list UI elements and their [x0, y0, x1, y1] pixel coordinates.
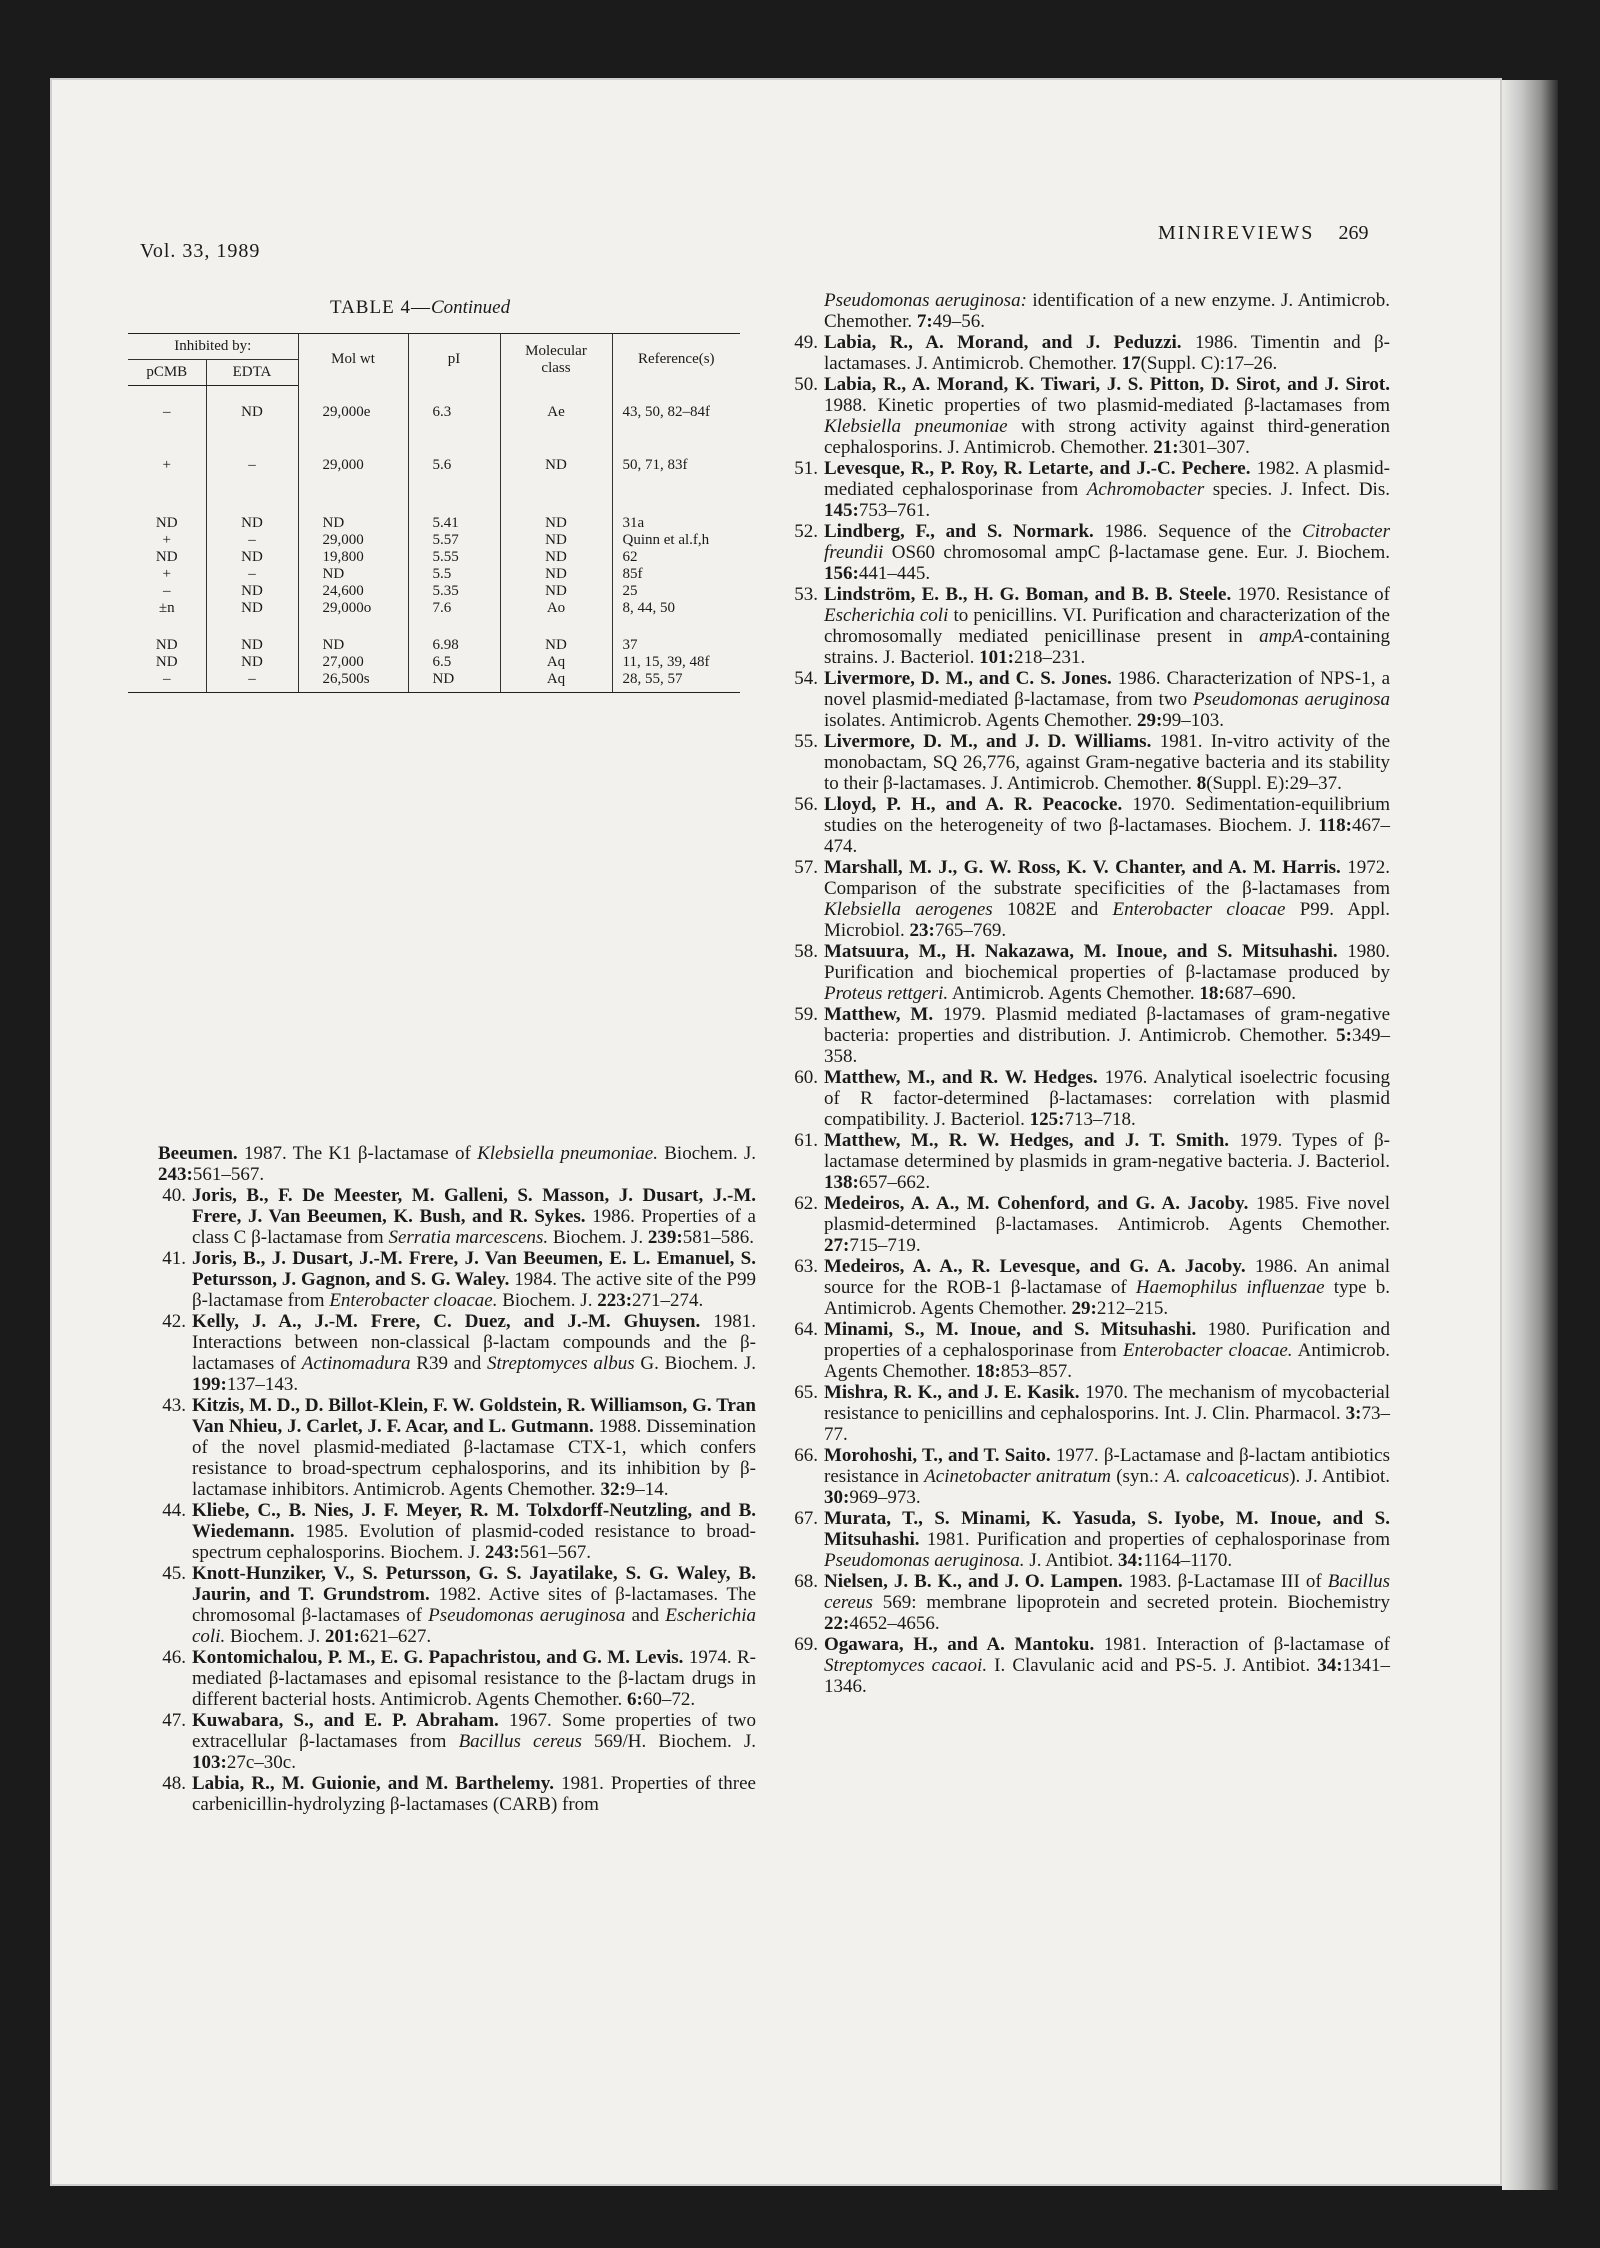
table-row: – ND 24,600 5.35 ND 25: [128, 583, 740, 600]
reference-48: 48. Labia, R., M. Guionie, and M. Barthelemy. 1981. Properties of three carbenicillin-hydrolyzing β-lactamases (CARB) from: [162, 1773, 756, 1815]
reference-63: 63. Medeiros, A. A., R. Levesque, and G. A. Jacoby. 1986. An animal source for the ROB-1 β-lactamase of Haemophilus influenzae type b. Antimicrob. Agents Chemother. 29:212–215.: [794, 1256, 1390, 1319]
reference-41: 41. Joris, B., J. Dusart, J.-M. Frere, J. Van Beeumen, E. L. Emanuel, S. Petursson, J. Gagnon, and S. G. Waley. 1984. The active site of the P99 β-lactamase from Enterobacter cloacae. Biochem. J. 223:271–274.: [162, 1248, 756, 1311]
table-row: ND ND ND 6.98 ND 37: [128, 617, 740, 654]
running-header: [1158, 222, 1368, 245]
header-molecular-class: Molecular class: [500, 334, 612, 386]
journal-volume: Vol. 33, 1989: [140, 240, 261, 262]
reference-list-left: [158, 1143, 756, 1815]
header-pi: pI: [408, 334, 500, 386]
reference-43: 43. Kitzis, M. D., D. Billot-Klein, F. W. Goldstein, R. Williamson, G. Tran Van Nhieu, J. Carlet, J. F. Acar, and L. Gutmann. 1988. Dissemination of the novel plasmid-mediated β-lactamase CTX-1, which confers resistance to broad-spectrum cephalosporins, and its inhibition by β-lactamase inhibitors. Antimicrob. Agents Chemother. 32:9–14.: [162, 1395, 756, 1500]
reference-47: 47. Kuwabara, S., and E. P. Abraham. 1967. Some properties of two extracellular β-lactamases from Bacillus cereus 569/H. Biochem. J. 103:27c–30c.: [162, 1710, 757, 1773]
table-row: + – 29,000 5.6 ND 50, 71, 83f: [128, 421, 740, 477]
reference-66: 66. Morohoshi, T., and T. Saito. 1977. β-Lactamase and β-lactam antibiotics resistance in Acinetobacter anitratum (syn.: A. calcoaceticus). J. Antibiot. 30:969–973.: [794, 1445, 1390, 1508]
reference-54: 54. Livermore, D. M., and C. S. Jones. 1986. Characterization of NPS-1, a novel plasmid-mediated β-lactamase, from two Pseudomonas aeruginosa isolates. Antimicrob. Agents Chemother. 29:99–103.: [794, 668, 1391, 731]
reference-55: 55. Livermore, D. M., and J. D. Williams. 1981. In-vitro activity of the monobactam, SQ 26,776, against Gram-negative bacteria and its stability to their β-lactamases. J. Antimicrob. Chemother. 8(Suppl. E):29–37.: [794, 731, 1391, 794]
data-table: [128, 333, 740, 693]
reference-51: 51. Levesque, R., P. Roy, R. Letarte, and J.-C. Pechere. 1982. A plasmid-mediated cephalosporinase from Achromobacter species. J. Infect. Dis. 145:753–761.: [794, 458, 1391, 521]
table-row: ND ND 19,800 5.55 ND 62: [128, 549, 740, 566]
reference-continuation: Pseudomonas aeruginosa: identification of a new enzyme. J. Antimicrob. Chemother. 7:49–56.: [824, 290, 1390, 332]
reference-60: 60. Matthew, M., and R. W. Hedges. 1976. Analytical isoelectric focusing of R factor-determined β-lactamases: correlation with plasmid compatibility. J. Bacteriol. 125:713–718.: [794, 1067, 1390, 1130]
reference-69: 69. Ogawara, H., and A. Mantoku. 1981. Interaction of β-lactamase of Streptomyces cacaoi. I. Clavulanic acid and PS-5. J. Antibiot. 34:1341–1346.: [794, 1634, 1391, 1697]
table-row: + – 29,000 5.57 ND Quinn et al.f,h: [128, 532, 740, 549]
reference-continuation: Beeumen. 1987. The K1 β-lactamase of Klebsiella pneumoniae. Biochem. J. 243:561–567.: [158, 1143, 756, 1185]
header-inhibited-by: Inhibited by:: [128, 334, 298, 360]
table-row: + – ND 5.5 ND 85f: [128, 566, 740, 583]
header-edta: EDTA: [206, 360, 298, 386]
reference-65: 65. Mishra, R. K., and J. E. Kasik. 1970. The mechanism of mycobacterial resistance to penicillins and cephalosporins. Int. J. Clin. Pharmacol. 3:73–77.: [794, 1382, 1390, 1445]
reference-57: 57. Marshall, M. J., G. W. Ross, K. V. Chanter, and A. M. Harris. 1972. Comparison of the substrate specificities of the β-lactamases from Klebsiella aerogenes 1082E and Enterobacter cloacae P99. Appl. Microbiol. 23:765–769.: [794, 857, 1391, 941]
reference-53: 53. Lindström, E. B., H. G. Boman, and B. B. Steele. 1970. Resistance of Escherichia coli to penicillins. VI. Purification and characterization of the chromosomally mediated penicillinase present in ampA-containing strains. J. Bacteriol. 101:218–231.: [794, 584, 1390, 668]
reference-50: 50. Labia, R., A. Morand, K. Tiwari, J. S. Pitton, D. Sirot, and J. Sirot. 1988. Kinetic properties of two plasmid-mediated β-lactamases from Klebsiella pneumoniae with strong activity against third-generation cephalosporins. J. Antimicrob. Chemother. 21:301–307.: [794, 374, 1390, 458]
reference-67: 67. Murata, T., S. Minami, K. Yasuda, S. Iyobe, M. Inoue, and S. Mitsuhashi. 1981. Purification and properties of cephalosporinase from Pseudomonas aeruginosa. J. Antibiot. 34:1164–1170.: [794, 1508, 1390, 1571]
reference-42: 42. Kelly, J. A., J.-M. Frere, C. Duez, and J.-M. Ghuysen. 1981. Interactions between non-classical β-lactam compounds and the β-lactamases of Actinomadura R39 and Streptomyces albus G. Biochem. J. 199:137–143.: [162, 1311, 757, 1395]
reference-56: 56. Lloyd, P. H., and A. R. Peacocke. 1970. Sedimentation-equilibrium studies on the heterogeneity of two β-lactamases. Biochem. J. 118:467–474.: [794, 794, 1390, 857]
reference-list-right: [790, 290, 1390, 1697]
reference-62: 62. Medeiros, A. A., M. Cohenford, and G. A. Jacoby. 1985. Five novel plasmid-determined β-lactamases. Antimicrob. Agents Chemother. 27:715–719.: [794, 1193, 1390, 1256]
reference-61: 61. Matthew, M., R. W. Hedges, and J. T. Smith. 1979. Types of β-lactamase determined by plasmids in gram-negative bacteria. J. Bacteriol. 138:657–662.: [794, 1130, 1390, 1193]
reference-52: 52. Lindberg, F., and S. Normark. 1986. Sequence of the Citrobacter freundii OS60 chromosomal ampC β-lactamase gene. Eur. J. Biochem. 156:441–445.: [794, 521, 1391, 584]
reference-58: 58. Matsuura, M., H. Nakazawa, M. Inoue, and S. Mitsuhashi. 1980. Purification and biochemical properties of β-lactamase produced by Proteus rettgeri. Antimicrob. Agents Chemother. 18:687–690.: [794, 941, 1391, 1004]
reference-49: 49. Labia, R., A. Morand, and J. Peduzzi. 1986. Timentin and β-lactamases. J. Antimicrob. Chemother. 17(Suppl. C):17–26.: [794, 332, 1390, 374]
table-row: ±n ND 29,000o 7.6 Ao 8, 44, 50: [128, 600, 740, 617]
header-pcmb: pCMB: [128, 360, 206, 386]
reference-45: 45. Knott-Hunziker, V., S. Petursson, G. S. Jayatilake, S. G. Waley, B. Jaurin, and T. Grundstrom. 1982. Active sites of β-lactamases. The chromosomal β-lactamases of Pseudomonas aeruginosa and Escherichia coli. Biochem. J. 201:621–627.: [162, 1563, 757, 1647]
table-row: – ND 29,000e 6.3 Ae 43, 50, 82–84f: [128, 386, 740, 422]
header-references: Reference(s): [612, 334, 740, 386]
table-row: ND ND 27,000 6.5 Aq 11, 15, 39, 48f: [128, 654, 740, 671]
header-mol-wt: Mol wt: [298, 334, 408, 386]
table-row: – – 26,500s ND Aq 28, 55, 57: [128, 671, 740, 693]
table-title: TABLE 4—Continued: [330, 297, 511, 318]
reference-59: 59. Matthew, M. 1979. Plasmid mediated β-lactamases of gram-negative bacteria: properties and distribution. J. Antimicrob. Chemother. 5:349–358.: [794, 1004, 1390, 1067]
reference-40: 40. Joris, B., F. De Meester, M. Galleni, S. Masson, J. Dusart, J.-M. Frere, J. Van Beeumen, K. Bush, and R. Sykes. 1986. Properties of a class C β-lactamase from Serratia marcescens. Biochem. J. 239:581–586.: [162, 1185, 756, 1248]
section-title: MINIREVIEWS: [1158, 222, 1315, 244]
table-row: ND ND ND 5.41 ND 31a: [128, 477, 740, 532]
reference-46: 46. Kontomichalou, P. M., E. G. Papachristou, and G. M. Levis. 1974. R-mediated β-lactamases and episomal resistance to the β-lactam drugs in different bacterial hosts. Antimicrob. Agents Chemother. 6:60–72.: [162, 1647, 757, 1710]
page-edge: [1502, 80, 1558, 2190]
reference-44: 44. Kliebe, C., B. Nies, J. F. Meyer, R. M. Tolxdorff-Neutzling, and B. Wiedemann. 1985. Evolution of plasmid-coded resistance to broad-spectrum cephalosporins. Biochem. J. 243:561–567.: [162, 1500, 756, 1563]
reference-68: 68. Nielsen, J. B. K., and J. O. Lampen. 1983. β-Lactamase III of Bacillus cereus 569: membrane lipoprotein and secreted protein. Biochemistry 22:4652–4656.: [794, 1571, 1390, 1634]
reference-64: 64. Minami, S., M. Inoue, and S. Mitsuhashi. 1980. Purification and properties of a cephalosporinase from Enterobacter cloacae. Antimicrob. Agents Chemother. 18:853–857.: [794, 1319, 1391, 1382]
page-number: 269: [1338, 222, 1369, 244]
